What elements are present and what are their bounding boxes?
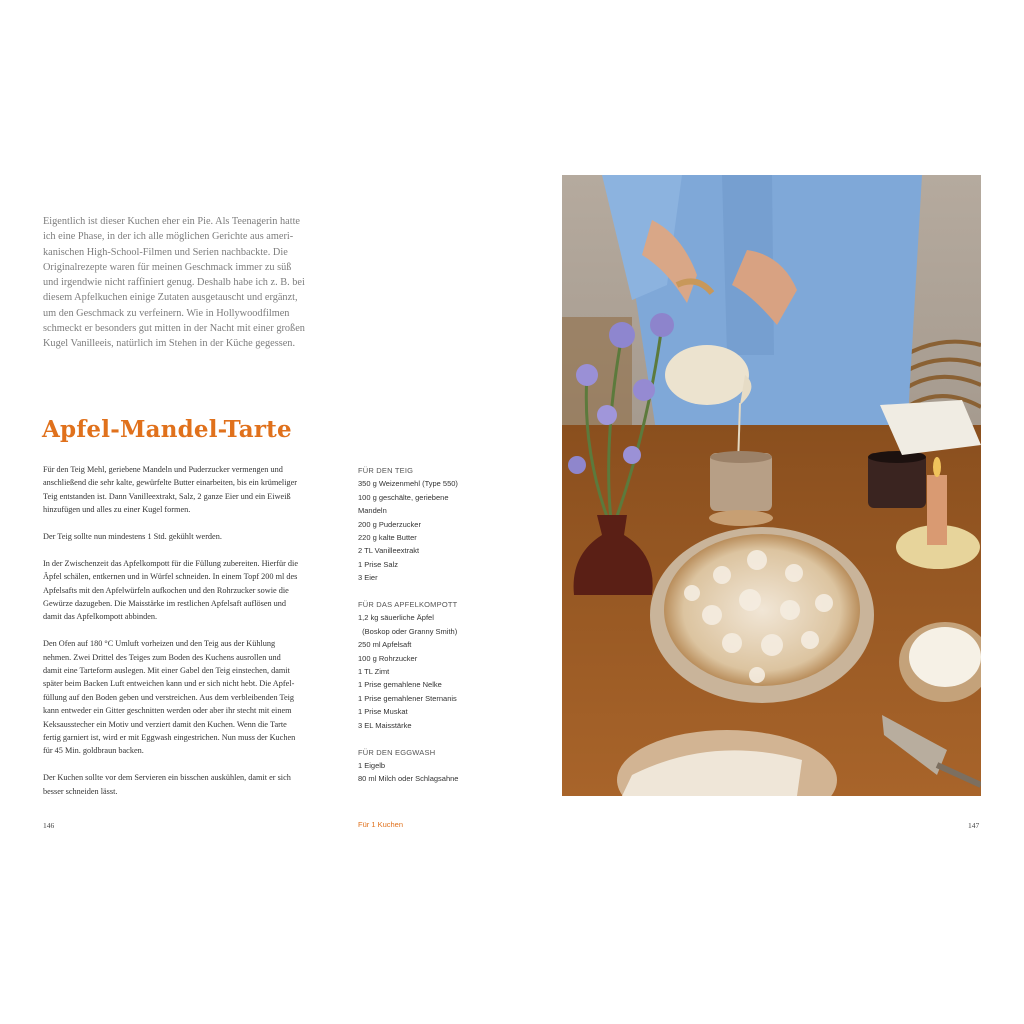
tarte-photo-illustration — [562, 175, 981, 796]
ingredient-item: 100 g geschälte, geriebene — [358, 492, 449, 502]
cup-back — [868, 451, 926, 508]
ingredient-group-apfelkompott — [358, 598, 518, 732]
ingredient-item: 100 g Rohrzucker — [358, 653, 418, 663]
ingredient-item: 2 TL Vanilleextrakt — [358, 546, 420, 556]
ingredient-item: (Boskop oder Granny Smith) — [358, 626, 458, 636]
intro-paragraph: Eigentlich ist dieser Kuchen eher ein Pie. Als Teenagerin hatte ich eine Phase, in der ich alle möglichen Gerichte aus ameri- kanischen High-School-Filmen und Serien nachbackte. Die Originalrezepte waren für meinen Geschmack immer zu süß und irgendwie nicht raffiniert genug. Deshalb habe ich z. B. bei diesem Apfelkuchen einige Zutaten ausgetauscht und ergänzt, um den Geschmack zu verfeinern. Wie in Hollywoodfilmen schmeckt er besonders gut mitten in der Nacht mit einer großen Kugel Vanilleeis, natürlich im Stehen in der Küche gegessen. — [43, 216, 305, 350]
ingredient-item: 3 EL Maisstärke — [358, 720, 412, 730]
ingredient-item: 1 Prise gemahlener Sternanis — [358, 693, 457, 703]
ingredient-item: 250 ml Apfelsaft — [358, 640, 412, 650]
ingredient-item: Mandeln — [358, 506, 387, 516]
method-paragraph: Der Kuchen sollte vor dem Servieren ein bisschen auskühlen, damit er sich besser schneiden lässt. — [43, 773, 291, 796]
ingredient-item: 80 ml Milch oder Schlagsahne — [358, 774, 459, 784]
method-paragraph: Der Teig sollte nun mindestens 1 Std. gekühlt werden. — [43, 532, 222, 542]
ingredient-list — [358, 611, 518, 732]
yield-label: Für 1 Kuchen — [358, 820, 404, 829]
ingredient-item: 200 g Puderzucker — [358, 519, 421, 529]
ingredients-column — [358, 464, 518, 799]
ingredient-item: 1,2 kg säuerliche Äpfel — [358, 613, 434, 623]
ingredient-item: 1 Eigelb — [358, 760, 386, 770]
ingredient-item: 1 Prise gemahlene Nelke — [358, 680, 442, 690]
method-text — [43, 463, 343, 811]
ingredient-group-heading: FÜR DEN EGGWASH — [358, 747, 436, 757]
ingredient-list — [358, 759, 518, 786]
ingredient-item: 1 Prise Salz — [358, 559, 399, 569]
tarte-photo — [562, 175, 981, 796]
ingredient-item: 3 Eier — [358, 573, 378, 583]
ingredient-item: 1 TL Zimt — [358, 667, 390, 677]
method-paragraph: Für den Teig Mehl, geriebene Mandeln und Puderzucker vermengen und anschließend die sehr kalte, gewürfelte Butter einarbeiten, bis ein krümeliger Teig entstanden ist. Dann Vanilleextrakt, Salz, 2 ganze Eier und ein Eiweiß hinzufügen und alles zu einer Kugel formen. — [43, 465, 298, 515]
cup-front — [709, 451, 773, 526]
pie — [650, 527, 874, 703]
ingredient-item: 220 g kalte Butter — [358, 533, 417, 543]
ingredient-group-eggwash — [358, 746, 518, 786]
page-number-right: 147 — [968, 821, 980, 830]
ingredient-item: 1 Prise Muskat — [358, 707, 408, 717]
ingredient-group-heading: FÜR DEN TEIG — [358, 466, 414, 475]
method-paragraph: In der Zwischenzeit das Apfelkompott für die Füllung zubereiten. Hierfür die Äpfel schälen, entkernen und in Würfel schneiden. In einem Topf 200 ml des Apfelsafts mit den Apfelwürfeln aufkochen und den Rohrzucker sowie die Gewürze dazugeben. Die Maisstärke im restlichen Apfelsaft auflösen und damit das Apfelkompott abbinden. — [43, 558, 298, 622]
recipe-title: Apfel-Mandel-Tarte — [42, 416, 292, 443]
ingredient-list — [358, 477, 518, 584]
page-number-left: 146 — [43, 821, 55, 830]
ingredient-item: 350 g Weizenmehl (Type 550) — [358, 479, 458, 489]
ingredient-group-heading: FÜR DAS APFELKOMPOTT — [358, 600, 458, 610]
method-paragraph: Den Ofen auf 180 °C Umluft vorheizen und den Teig aus der Kühlung nehmen. Zwei Drittel des Teiges zum Boden des Kuchens ausrollen und damit eine Tarteform auslegen. Mit einer Gabel den Teig einstechen, damit später beim Backen Luft entweichen kann und er sich nicht hebt. Die Apfel- füllung auf den Boden geben und verstreichen. Aus dem verbleibenden Teig kann entweder ein Gitter geschnitten werden oder aber ihr stecht mit einem Keksausstecher ein Motiv und verziert damit den Kuchen. Wenn die Tarte fertig garniert ist, wird er mit Eggwash eingestrichen. Nun muss der Kuchen für 45 Min. goldbraun backen. — [43, 639, 296, 756]
ingredient-group-teig — [358, 464, 518, 585]
